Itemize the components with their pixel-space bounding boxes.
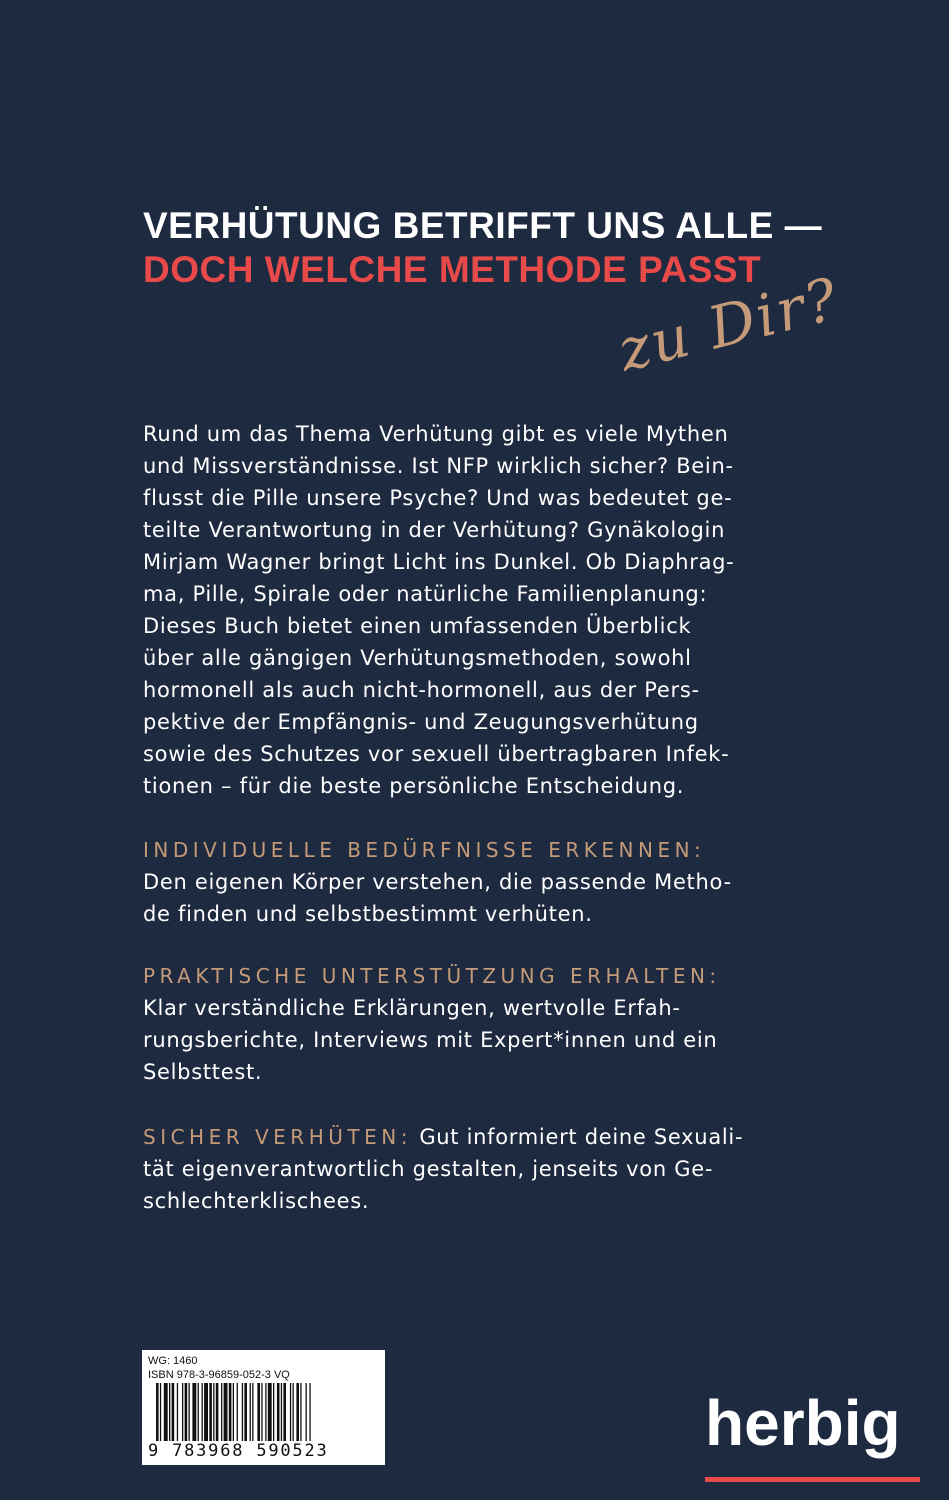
barcode-bar — [261, 1383, 262, 1441]
section-support-line: rungsberichte, Interviews mit Expert*innen und ein — [143, 1028, 718, 1052]
intro-line: sowie des Schutzes vor sexuell übertragbaren Infek- — [143, 742, 730, 766]
barcode-bar — [189, 1383, 190, 1441]
intro-line: flusst die Pille unsere Psyche? Und was bedeutet ge- — [143, 486, 733, 510]
headline-line-2: DOCH WELCHE METHODE PASST — [143, 249, 762, 290]
barcode-bar — [265, 1383, 266, 1441]
section-needs-heading: INDIVIDUELLE BEDÜRFNISSE ERKENNEN: — [143, 838, 706, 862]
barcode-icon — [156, 1383, 374, 1441]
section-support-line: Selbsttest. — [143, 1060, 263, 1084]
barcode-bar — [209, 1383, 212, 1441]
intro-line: tionen – für die beste persönliche Entscheidung. — [143, 774, 685, 798]
barcode-bar — [185, 1383, 188, 1441]
barcode-bar — [233, 1383, 234, 1441]
barcode-bar — [160, 1383, 161, 1441]
barcode-bar — [164, 1383, 168, 1441]
barcode-bar — [202, 1383, 203, 1441]
barcode-bar — [198, 1383, 199, 1441]
barcode-bar — [221, 1383, 222, 1441]
section-support-heading: PRAKTISCHE UNTERSTÜTZUNG ERHALTEN: — [143, 964, 721, 988]
intro-paragraph — [143, 418, 803, 802]
intro-line: hormonell als auch nicht-hormonell, aus der Pers- — [143, 678, 700, 702]
intro-line: ma, Pille, Spirale oder natürliche Familienplanung: — [143, 582, 708, 606]
section-safe-first-text: Gut informiert deine Sexuali- — [411, 1125, 744, 1149]
section-needs-line: de finden und selbstbestimmt verhüten. — [143, 902, 593, 926]
section-safe-line: tät eigenverantwortlich gestalten, jenseits von Ge- — [143, 1157, 714, 1181]
barcode-bar — [290, 1383, 291, 1441]
barcode-bar — [257, 1383, 260, 1441]
barcode-bar — [309, 1383, 310, 1441]
barcode-bar — [177, 1383, 178, 1441]
barcode-bar — [268, 1383, 272, 1441]
barcode-bar — [242, 1383, 243, 1441]
barcode-bar — [213, 1383, 214, 1441]
section-safe — [143, 1121, 803, 1217]
handwritten-tagline-text: zu Dir? — [612, 264, 846, 385]
barcode-bar — [237, 1383, 238, 1441]
barcode-bar — [172, 1383, 175, 1441]
wg-code: WG: 1460 — [148, 1355, 198, 1367]
barcode-bar — [169, 1383, 170, 1441]
intro-line: pektive der Empfängnis- und Zeugungsverhütung — [143, 710, 699, 734]
headline-line-1: VERHÜTUNG BETRIFFT UNS ALLE — — [143, 205, 823, 246]
barcode-bar — [192, 1383, 196, 1441]
intro-line: und Missverständnisse. Ist NFP wirklich sicher? Bein- — [143, 454, 734, 478]
barcode-label — [142, 1350, 385, 1465]
section-support — [143, 960, 803, 1088]
barcode-bar — [277, 1383, 280, 1441]
barcode-bar — [229, 1383, 232, 1441]
intro-line: teilte Verantwortung in der Verhütung? Gynäkologin — [143, 518, 726, 542]
barcode-bar — [156, 1383, 159, 1441]
barcode-bar — [281, 1383, 282, 1441]
barcode-bar — [296, 1383, 299, 1441]
barcode-bar — [216, 1383, 219, 1441]
barcode-bar — [244, 1383, 247, 1441]
barcode-bar — [300, 1383, 301, 1441]
section-support-line: Klar verständliche Erklärungen, wertvolle Erfah- — [143, 996, 681, 1020]
section-safe-heading: SICHER VERHÜTEN: — [143, 1125, 412, 1149]
barcode-bar — [283, 1383, 286, 1441]
section-needs — [143, 834, 803, 930]
section-needs-line: Den eigenen Körper verstehen, die passende Metho- — [143, 870, 732, 894]
barcode-bar — [250, 1383, 251, 1441]
barcode-bar — [252, 1383, 253, 1441]
barcode-bar — [204, 1383, 208, 1441]
barcode-bar — [224, 1383, 228, 1441]
barcode-digits: 9 783968 590523 — [148, 1441, 329, 1461]
barcode-bar — [182, 1383, 183, 1441]
intro-line: über alle gängigen Verhütungsmethoden, sowohl — [143, 646, 692, 670]
isbn-number: ISBN 978-3-96859-052-3 VQ — [148, 1369, 290, 1381]
publisher-logo: herbig — [705, 1387, 901, 1459]
section-safe-line: schlechterklischees. — [143, 1189, 370, 1213]
intro-line: Dieses Buch bietet einen umfassenden Überblick — [143, 614, 692, 638]
barcode-bar — [293, 1383, 294, 1441]
barcode-bar — [273, 1383, 274, 1441]
barcode-bar — [306, 1383, 307, 1441]
publisher-logo-underline — [705, 1477, 920, 1482]
section-safe-first-line — [143, 1121, 803, 1153]
handwritten-tagline — [612, 260, 852, 390]
intro-line: Mirjam Wagner bringt Licht ins Dunkel. Ob Diaphrag- — [143, 550, 735, 574]
intro-line: Rund um das Thema Verhütung gibt es viele Mythen — [143, 422, 729, 446]
